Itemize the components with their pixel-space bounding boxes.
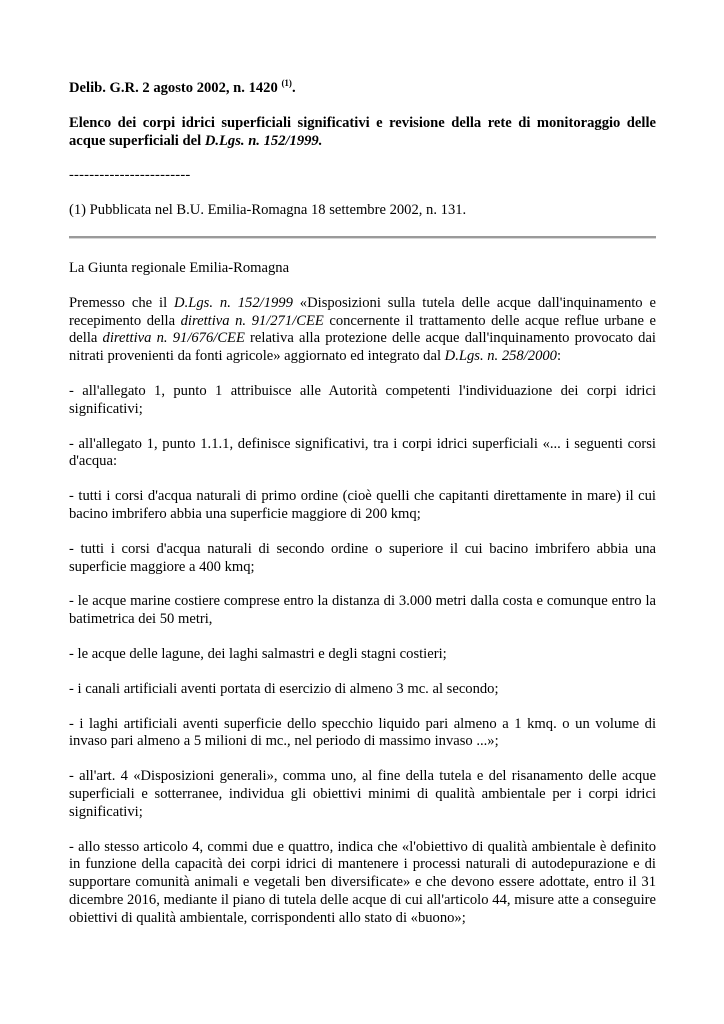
list-item: - tutti i corsi d'acqua naturali di primo ordine (cioè quelli che capitanti direttamente in mare) il cui bacino imbrifero abbia una superficie maggiore di 200 kmq; [69, 488, 656, 522]
list-item: - le acque marine costiere comprese entro la distanza di 3.000 metri dalla costa e comunque entro la batimetrica dei 50 metri, [69, 593, 656, 628]
separator-line: ------------------------ [69, 167, 191, 184]
list-item: - i canali artificiali aventi portata di esercizio di almeno 3 mc. al secondo; [69, 680, 499, 697]
directive-ref-91-271: direttiva n. 91/271/CEE [180, 312, 324, 329]
intro-paragraph: La Giunta regionale Emilia-Romagna [69, 259, 290, 276]
list-item: - tutti i corsi d'acqua naturali di secondo ordine o superiore il cui bacino imbrifero abbia una superficie maggiore a 400 kmq; [69, 540, 656, 575]
list-item: - all'allegato 1, punto 1.1.1, definisce significativi, tra i corpi idrici superficiali «... i seguenti corsi d'acqua: [69, 435, 656, 470]
premesso-text-3: concernente il trattamento delle acque reflue urbane e della [69, 312, 656, 347]
title-text: Delib. G.R. 2 agosto 2002, n. 1420 [69, 80, 278, 96]
title-end: . [291, 80, 296, 96]
premesso-text-2: «Disposizioni sulla tutela delle acque dall'inquinamento e recepimento della [69, 294, 656, 329]
subtitle-law-reference: D.Lgs. n. 152/1999. [204, 132, 323, 149]
premesso-text-5: : [556, 348, 562, 365]
law-ref-152-1999: D.Lgs. n. 152/1999 [174, 294, 293, 311]
title-footnote-marker[interactable]: (1) [281, 78, 292, 89]
horizontal-rule [69, 236, 656, 239]
list-item: - all'art. 4 «Disposizioni generali», comma uno, al fine della tutela e del risanamento delle acque superficiali e sotterranee, individua gli obiettivi minimi di qualità ambientale per i corpi idrici significativi; [69, 768, 656, 820]
premesso-text-4: relativa alla protezione delle acque dall'inquinamento provocato dai nitrati provenienti da fonti agricole» aggiornato ed integrato dal [69, 330, 656, 365]
document-page [69, 80, 656, 928]
premesso-text-1: Premesso che il [69, 294, 175, 311]
list-item: - all'allegato 1, punto 1 attribuisce alle Autorità competenti l'individuazione dei corpi idrici significativi; [69, 382, 656, 417]
publication-footnote: (1) Pubblicata nel B.U. Emilia-Romagna 18 settembre 2002, n. 131. [69, 202, 467, 219]
law-ref-258-2000: D.Lgs. n. 258/2000 [444, 348, 557, 365]
subtitle-text: Elenco dei corpi idrici superficiali significativi e revisione della rete di monitoraggio delle acque superficiali del [69, 114, 656, 149]
directive-ref-91-676: direttiva n. 91/676/CEE [102, 330, 245, 347]
list-item: - i laghi artificiali aventi superficie dello specchio liquido pari almeno a 1 kmq. o un volume di invaso pari almeno a 5 milioni di mc., nel periodo di massimo invaso ...»; [69, 715, 656, 750]
list-item: - le acque delle lagune, dei laghi salmastri e degli stagni costieri; [69, 645, 447, 662]
document-title [69, 80, 656, 98]
list-item: - allo stesso articolo 4, commi due e quattro, indica che «l'obiettivo di qualità ambientale è definito in funzione della capacità dei corpi idrici di mantenere i processi naturali di autodepurazione e di supportare comunità animali e vegetali ben diversificate» e che devono essere adottate, entro il 31 dicembre 2016, mediante il piano di tutela delle acque di cui all'articolo 44, misure atte a conseguire obiettivi di qualità ambientale, corrispondenti allo stato di «buono»; [69, 838, 656, 926]
premesso-paragraph [69, 295, 656, 366]
document-subtitle [69, 115, 656, 151]
